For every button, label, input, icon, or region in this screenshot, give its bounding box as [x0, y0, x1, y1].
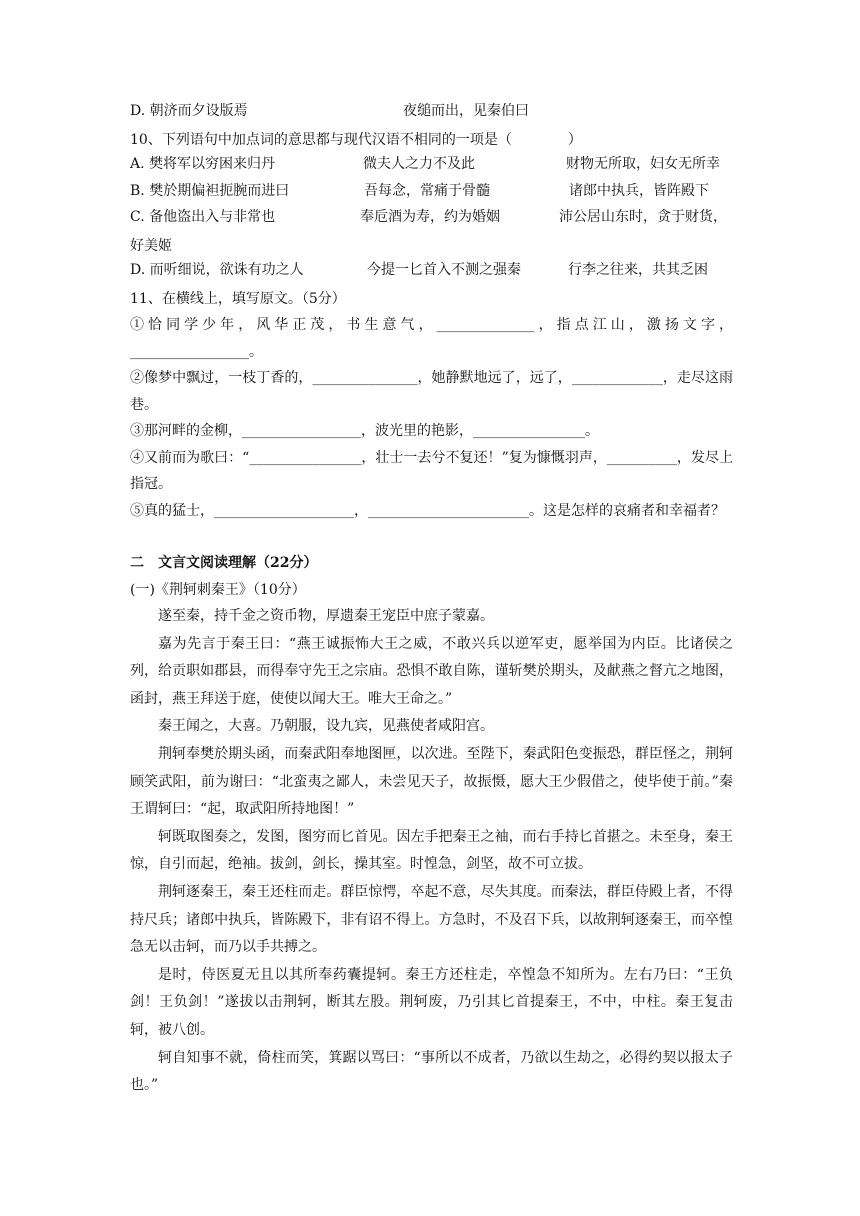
- q10-c-continued: 好美姬: [130, 237, 172, 254]
- passage-paragraph: 是时，侍医夏无且以其所奉药囊提轲。秦王方还柱走，卒惶急不知所为。左右乃曰：“王负剑！王负剑！”遂拔以击荆轲，断其左股。荆轲废，乃引其匕首提秦王，不中，中柱。秦王复击轲，被八创。: [130, 966, 733, 1038]
- passage-paragraph: 轲自知事不就，倚柱而笑，箕踞以骂曰：“事所以不成者，乃欲以生劫之，必得约契以报太子也。”: [130, 1049, 733, 1094]
- q10-c-2: 奉卮酒为寿，约为婚姻: [360, 209, 500, 225]
- passage-paragraph: 荆轲奉樊於期头函，而秦武阳奉地图匣，以次进。至陛下，秦武阳色变振恐，群臣怪之，荆轲顾笑武阳，前为谢曰：“北蛮夷之鄙人，未尝见天子，故振慑，愿大王少假借之，使毕使于前。”秦王谓轲曰：“起，取武阳所持地图！”: [130, 745, 733, 818]
- passage-paragraph: 遂至秦，持千金之资币物，厚遗秦王宠臣中庶子蒙嘉。: [158, 608, 494, 624]
- passage-paragraph: 轲既取图奏之，发图，图穷而匕首见。因左手把秦王之袖，而右手持匕首揕之。未至身，秦王惊，自引而起，绝袖。拔剑，剑长，操其室。时惶急，剑坚，故不可立拔。: [130, 828, 733, 873]
- q11-stem: 11、在横线上，填写原文。（5分）: [130, 290, 346, 307]
- q10-option-d: [130, 259, 733, 286]
- q10-a-1: A. 樊将军以穷困来归丹: [130, 156, 276, 172]
- passage-jingke: [130, 603, 733, 1100]
- q11-item-3: ③那河畔的金柳，_________________，波光里的艳影，________________。: [130, 423, 599, 439]
- q10-c-1: C. 备他盗出入与非常也: [130, 209, 276, 225]
- q10-d-2: 今提一匕首入不测之强秦: [367, 262, 521, 278]
- q11-item-4: ④又前而为歌曰：“________________，壮士一去兮不复还！”复为慷慨羽声，__________，发尽上指冠。: [130, 449, 733, 492]
- q10-a-2: 微夫人之力不及此: [363, 156, 475, 172]
- section-2-title: 二 文言文阅读理解（22分）: [130, 555, 318, 571]
- q10-c-3: 沛公居山东时，贪于财货，: [559, 209, 727, 225]
- q10-option-a: [130, 153, 733, 180]
- q9-d-sentence-1: D. 朝济而夕设版焉: [130, 103, 248, 119]
- q10-b-2: 吾每念，常痛于骨髓: [364, 182, 490, 199]
- q10-d-1: D. 而听细说，欲诛有功之人: [130, 262, 304, 278]
- q10-a-3: 财物无所取，妇女无所幸: [566, 156, 720, 172]
- q10-b-3: 诸郎中执兵，皆阵殿下: [569, 182, 709, 199]
- passage-paragraph: 嘉为先言于秦王曰：“燕王诚振怖大王之威，不敢兴兵以逆军吏，愿举国为内臣。比诸侯之列，给贡职如郡县，而得奉守先王之宗庙。恐惧不敢自陈，谨斩樊於期头，及献燕之督亢之地图，函封，燕王拜送于庭，使使以闻大王。唯大王命之。”: [130, 635, 733, 707]
- q10-stem: 10、下列语句中加点词的意思都与现代汉语不相同的一项是（ ）: [130, 131, 582, 148]
- passage-paragraph: 荆轲逐秦王，秦王还柱而走。群臣惊愕，卒起不意，尽失其度。而秦法，群臣侍殿上者，不得持尺兵；诸郎中执兵，皆陈殿下，非有诏不得上。方急时，不及召下兵，以故荆轲逐秦王，而卒惶急无以击轲，而乃以手共搏之。: [130, 883, 733, 956]
- q11-item-2: ②像梦中飘过，一枝丁香的，_______________，她静默地远了，远了，_____________，走尽这雨巷。: [130, 370, 733, 413]
- q10-option-c: [130, 206, 733, 233]
- q10-b-1: B. 樊於期偏袒扼腕而进曰: [130, 182, 290, 199]
- exam-page: [130, 100, 733, 1100]
- q11-item-5: ⑤真的猛士，____________________，_______________________。这是怎样的哀痛者和幸福者？: [130, 502, 725, 519]
- passage-paragraph: 秦王闻之，大喜。乃朝服，设九宾，见燕使者咸阳宫。: [158, 718, 494, 735]
- q10-d-3: 行李之往来，共其乏困: [568, 262, 708, 278]
- q9-option-d: [130, 100, 733, 127]
- q10-option-b: [130, 180, 733, 207]
- q11-item-1: ①恰同学少年，风华正茂，书生意气，______________，指点江山，激扬文字，_________________。: [130, 317, 733, 360]
- section-2-subtitle: (一)《荆轲刺秦王》（10分）: [130, 581, 306, 598]
- q9-d-sentence-2: 夜缒而出，见秦伯曰: [403, 103, 529, 119]
